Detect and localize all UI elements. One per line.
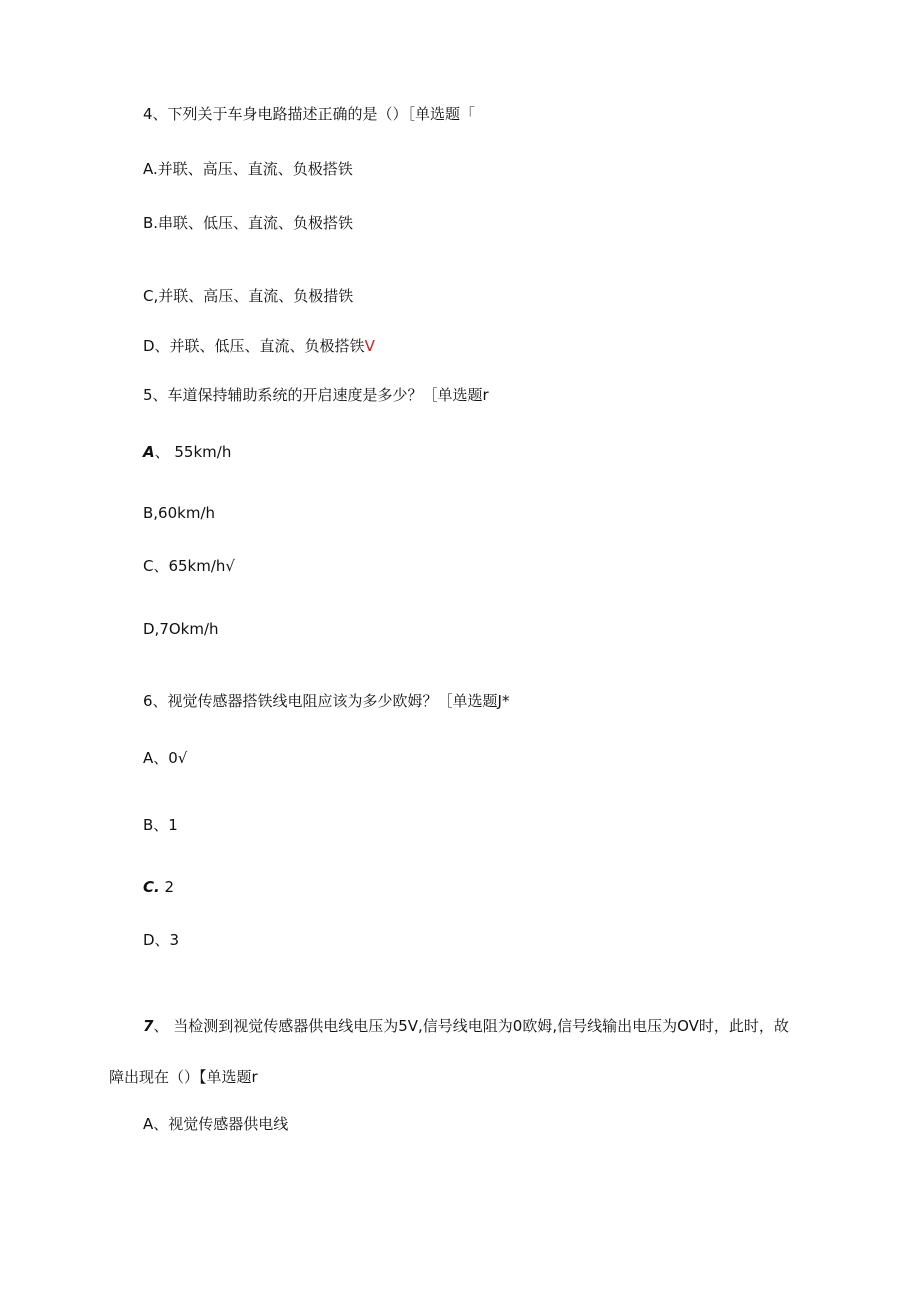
question-6-option-d[interactable]: D、3 <box>143 931 180 949</box>
question-7-stem-text: 、 当检测到视觉传感器供电线电压为5V,信号线电阻为0欧姆,信号线输出电压为OV时，此时，故 <box>153 1017 789 1035</box>
option-d-text: D、并联、低压、直流、负极搭铁 <box>143 337 365 355</box>
option-a-text: 、 55km∕h <box>154 443 232 461</box>
question-4-option-a[interactable]: A.并联、高压、直流、负极搭铁 <box>143 160 353 178</box>
question-6-option-b[interactable]: B、1 <box>143 816 178 834</box>
question-7-number: 7 <box>143 1017 154 1035</box>
question-7-option-a[interactable]: A、视觉传感器供电线 <box>143 1115 289 1133</box>
question-5-option-b[interactable]: B,60km∕h <box>143 504 216 522</box>
question-4-option-c[interactable]: C,并联、高压、直流、负极措铁 <box>143 287 354 305</box>
option-a-letter: A <box>143 443 155 461</box>
question-4-option-b[interactable]: B.串联、低压、直流、负极搭铁 <box>143 214 354 232</box>
question-5-option-c[interactable]: C、65km∕h√ <box>143 557 235 575</box>
question-4-option-d[interactable] <box>143 336 375 356</box>
question-6-option-c[interactable] <box>143 877 174 897</box>
question-6-stem: 6、视觉传感器搭铁线电阻应该为多少欧姆？［单选题J* <box>143 692 510 710</box>
question-5-stem: 5、车道保持辅助系统的开启速度是多少？［单选题r <box>143 386 489 404</box>
question-5-option-a[interactable] <box>143 442 231 462</box>
question-4-stem: 4、下列关于车身电路描述正确的是（）［单选题「 <box>143 105 476 123</box>
correct-mark: V <box>364 337 375 355</box>
option-c-text: 2 <box>159 878 175 896</box>
question-7-stem-line-1 <box>143 1016 789 1036</box>
question-7-stem-line-2: 障出现在（）【单选题r <box>109 1068 258 1086</box>
option-c-letter: C. <box>143 878 160 896</box>
question-6-option-a[interactable]: A、0√ <box>143 749 188 767</box>
question-5-option-d[interactable]: D,7Okm∕h <box>143 620 219 638</box>
